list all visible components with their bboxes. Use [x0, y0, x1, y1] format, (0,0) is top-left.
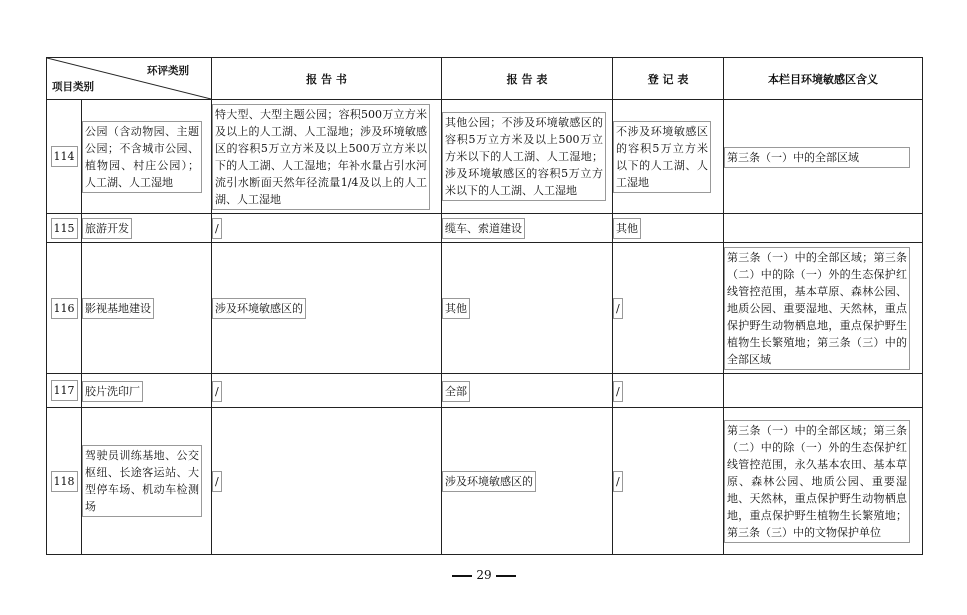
footer-dash-left — [452, 575, 472, 577]
header-report-book: 报 告 书 — [212, 58, 442, 100]
row-number: 115 — [51, 218, 78, 239]
page-number: 29 — [476, 568, 492, 582]
table-row — [47, 214, 923, 243]
register-cell: / — [613, 381, 623, 402]
header-register: 登 记 表 — [613, 58, 724, 100]
table-row — [47, 243, 923, 374]
row-number: 116 — [51, 298, 78, 319]
page-footer — [448, 568, 520, 582]
header-report-table: 报 告 表 — [442, 58, 613, 100]
project-category: 旅游开发 — [82, 218, 132, 239]
report-table-cell: 涉及环境敏感区的 — [442, 471, 536, 492]
table-header-row — [47, 58, 923, 100]
project-category: 影视基地建设 — [82, 298, 154, 319]
report-book-cell: / — [212, 218, 222, 239]
report-table-cell: 全部 — [442, 381, 470, 402]
footer-dash-right — [496, 575, 516, 577]
project-category: 驾驶员训练基地、公交枢纽、长途客运站、大型停车场、机动车检测场 — [82, 445, 202, 517]
register-cell: 不涉及环境敏感区的容积5万立方米以下的人工湖、人工湿地 — [613, 121, 711, 193]
project-category: 公园（含动物园、主题公园；不含城市公园、植物园、村庄公园）；人工湖、人工湿地 — [82, 121, 202, 193]
sensitive-area-cell: 第三条（一）中的全部区域；第三条（二）中的除（一）外的生态保护红线管控范围，基本草原、森林公园、地质公园、重要湿地、天然林，重点保护野生动物栖息地，重点保护野生植物生长繁殖地；第三条（三）中的全部区域 — [724, 247, 910, 370]
report-book-cell: 特大型、大型主题公园；容积500万立方米及以上的人工湖、人工湿地；涉及环境敏感区的容积5万立方米及以上500万立方米以下的人工湖、人工湿地；年补水量占引水河流引水断面天然年径流量1/4及以上的人工湖、人工湿地 — [212, 104, 430, 210]
report-book-cell: / — [212, 471, 222, 492]
project-category: 胶片洗印厂 — [82, 381, 143, 402]
register-cell: / — [613, 298, 623, 319]
report-table-cell: 其他 — [442, 298, 470, 319]
sensitive-area-cell: 第三条（一）中的全部区域；第三条（二）中的除（一）外的生态保护红线管控范围，永久基本农田、基本草原、森林公园、地质公园、重要湿地、天然林，重点保护野生动物栖息地，重点保护野生植物生长繁殖地；第三条（三）中的文物保护单位 — [724, 420, 910, 543]
report-table-cell: 缆车、索道建设 — [442, 218, 525, 239]
header-sensitive-area: 本栏目环境敏感区含义 — [724, 58, 923, 100]
row-number: 114 — [51, 146, 78, 167]
row-number: 118 — [51, 471, 78, 492]
corner-bottom-label: 项目类别 — [52, 81, 94, 93]
sensitive-area-cell: 第三条（一）中的全部区域 — [724, 147, 910, 168]
table-row — [47, 408, 923, 555]
table-row — [47, 100, 923, 214]
row-number: 117 — [51, 380, 78, 401]
table-row — [47, 374, 923, 408]
report-table-cell: 其他公园；不涉及环境敏感区的容积5万立方米及以上500万立方米以下的人工湖、人工湿地；涉及环境敏感区的容积5万立方米以下的人工湖、人工湿地 — [442, 112, 606, 201]
report-book-cell: / — [212, 381, 222, 402]
register-cell: 其他 — [613, 218, 641, 239]
report-book-cell: 涉及环境敏感区的 — [212, 298, 306, 319]
corner-top-label: 环评类别 — [147, 65, 189, 77]
eia-category-table — [46, 57, 923, 555]
register-cell: / — [613, 471, 623, 492]
header-corner-cell — [47, 58, 212, 100]
